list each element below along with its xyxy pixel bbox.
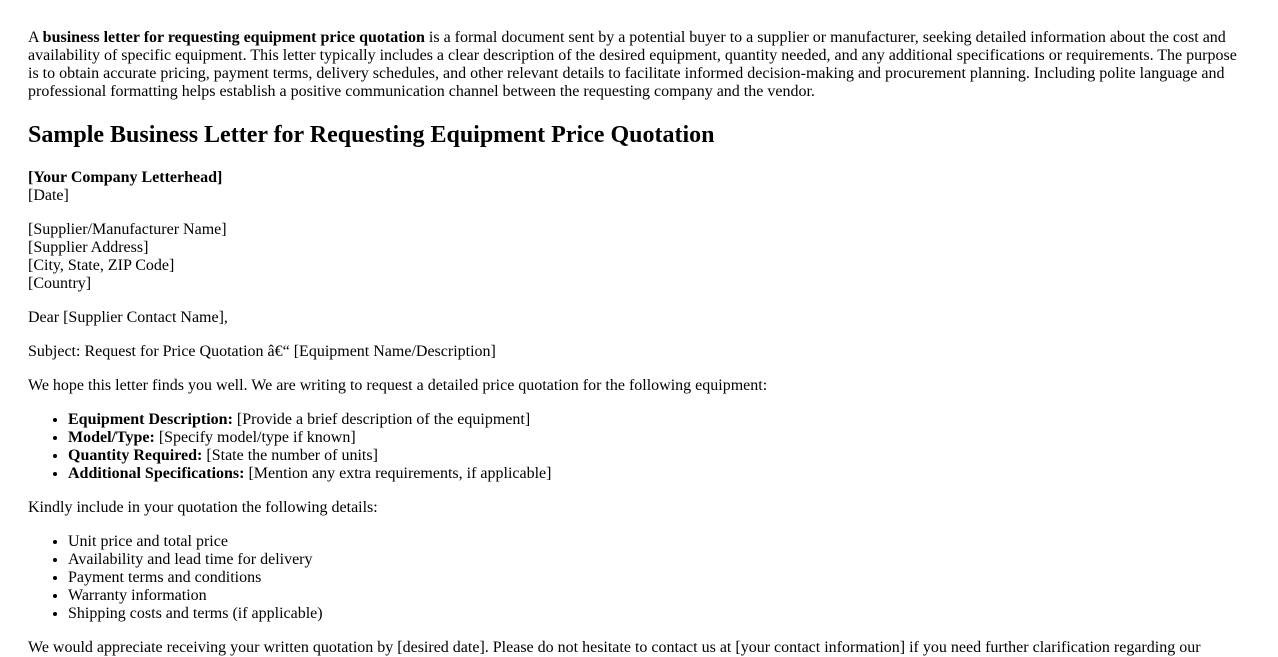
item-label: Model/Type:: [68, 429, 155, 446]
closing-paragraph: We would appreciate receiving your written quotation by [desired date]. Please do not hesitate to contact us at [your contact information] if you need further clarification regarding our: [28, 639, 1201, 656]
list-item: [68, 447, 1250, 465]
list-item: • Payment terms and conditions: [68, 569, 1250, 587]
item-value: [Mention any extra requirements, if applicable]: [244, 465, 552, 482]
intro-paragraph: [28, 29, 1250, 101]
page-title: Sample Business Letter for Requesting Equipment Price Quotation: [28, 122, 715, 148]
supplier-country: [Country]: [28, 275, 92, 292]
item-value: [Specify model/type if known]: [154, 429, 356, 446]
letter-header-block: [28, 169, 1250, 205]
list-item: [68, 429, 1250, 447]
opening-paragraph: We hope this letter finds you well. We are writing to request a detailed price quotation for the following equipment:: [28, 377, 768, 394]
letter-date: [Date]: [28, 187, 69, 204]
list-item: [68, 465, 1250, 483]
details-list: [28, 533, 1250, 623]
item-value: [Provide a brief description of the equipment]: [232, 411, 531, 428]
salutation: Dear [Supplier Contact Name],: [28, 309, 228, 326]
supplier-address-block: [28, 221, 1250, 293]
item-label: Quantity Required:: [68, 447, 203, 464]
item-label: Additional Specifications:: [68, 465, 245, 482]
details-intro: Kindly include in your quotation the following details:: [28, 499, 378, 516]
supplier-city: [City, State, ZIP Code]: [28, 257, 175, 274]
supplier-address: [Supplier Address]: [28, 239, 149, 256]
intro-lead: A: [28, 29, 43, 46]
list-item: • Shipping costs and terms (if applicable): [68, 605, 1250, 623]
item-value: [State the number of units]: [202, 447, 378, 464]
subject-line: Subject: Request for Price Quotation â€“ [Equipment Name/Description]: [28, 343, 496, 360]
letterhead: [Your Company Letterhead]: [28, 169, 223, 186]
equipment-list: [28, 411, 1250, 483]
list-item: • Warranty information: [68, 587, 1250, 605]
list-item: [68, 411, 1250, 429]
item-label: Equipment Description:: [68, 411, 233, 428]
list-item: • Unit price and total price: [68, 533, 1250, 551]
intro-rest: is a formal document sent by a potential buyer to a supplier or manufacturer, seeking detailed information about the cost and availability of specific equipment. This letter typically includes a clear description of the desired equipment, quantity needed, and any additional specifications or requirements. The purpose is to obtain accurate pricing, payment terms, delivery schedules, and other relevant details to facilitate informed decision-making and procurement planning. Including polite language and professional formatting helps establish a positive communication channel between the requesting company and the vendor.: [28, 29, 1237, 100]
supplier-name: [Supplier/Manufacturer Name]: [28, 221, 227, 238]
list-item: • Availability and lead time for delivery: [68, 551, 1250, 569]
intro-bold-term: business letter for requesting equipment price quotation: [42, 29, 425, 46]
